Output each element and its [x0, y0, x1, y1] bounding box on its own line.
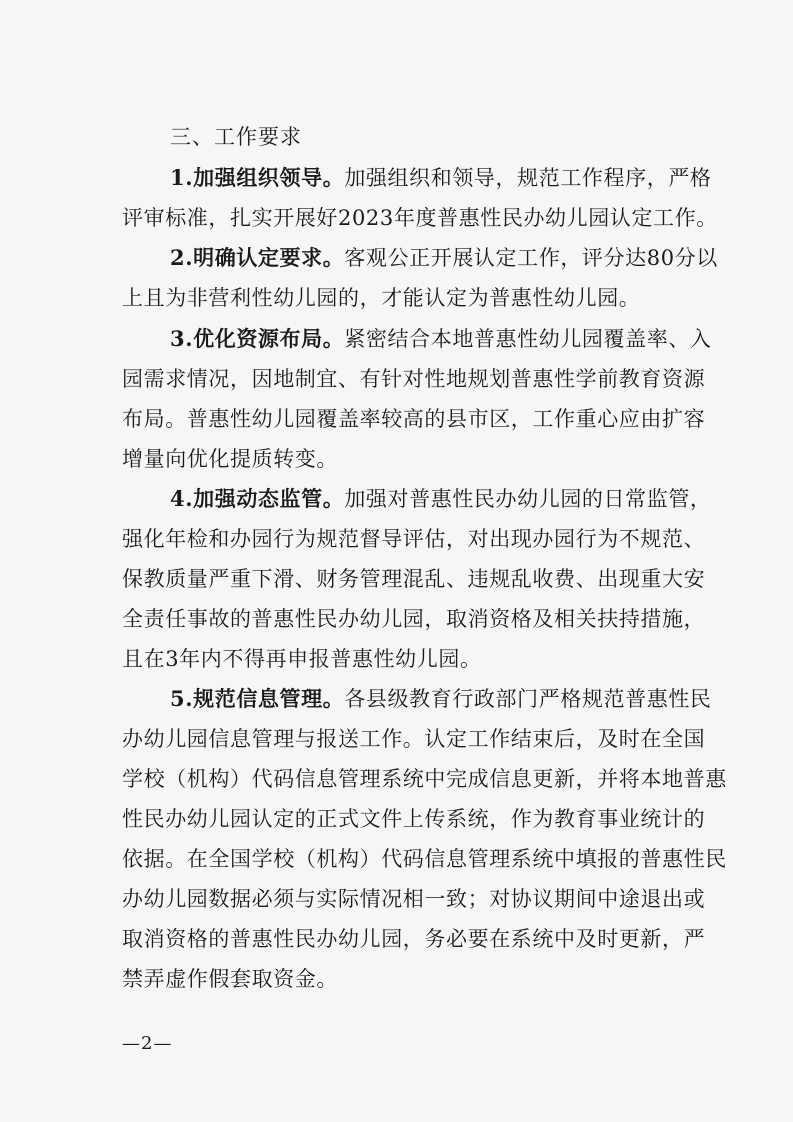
paragraph-4-line-4: 全责任事故的普惠性民办幼儿园，取消资格及相关扶持措施，: [122, 607, 706, 631]
paragraph-2-line-1: [170, 243, 793, 273]
paragraph-5-line-1: [170, 684, 793, 714]
paragraph-3-line-1: [170, 324, 793, 354]
paragraph-5-line-3: 学校（机构）代码信息管理系统中完成信息更新，并将本地普惠: [122, 767, 727, 791]
paragraph-3-line-4: 增量向优化提质转变。: [122, 447, 338, 471]
paragraph-5-line-8: 禁弄虚作假套取资金。: [122, 967, 338, 991]
section-heading: 三、工作要求: [170, 125, 302, 149]
paragraph-2-line-2: 上且为非营利性幼儿园的，才能认定为普惠性幼儿园。: [122, 286, 641, 310]
paragraph-5-line-5: 依据。在全国学校（机构）代码信息管理系统中填报的普惠性民: [122, 847, 727, 871]
paragraph-5-text: 各县级教育行政部门严格规范普惠性民: [344, 687, 712, 711]
paragraph-4-line-3: 保教质量严重下滑、财务管理混乱、违规乱收费、出现重大安: [122, 567, 706, 591]
paragraph-5-line-2: 办幼儿园信息管理与报送工作。认定工作结束后，及时在全国: [122, 727, 706, 751]
paragraph-2-title: 2.明确认定要求。: [170, 245, 345, 270]
paragraph-1-line-1: [170, 163, 793, 193]
paragraph-4-line-5: 且在3年内不得再申报普惠性幼儿园。: [122, 647, 482, 671]
paragraph-5-line-7: 取消资格的普惠性民办幼儿园，务必要在系统中及时更新，严: [122, 927, 706, 951]
paragraph-3-text: 紧密结合本地普惠性幼儿园覆盖率、入: [344, 327, 712, 351]
paragraph-5-line-6: 办幼儿园数据必须与实际情况相一致；对协议期间中途退出或: [122, 887, 706, 911]
paragraph-1-title: 1.加强组织领导。: [170, 165, 345, 190]
paragraph-1-text: 加强组织和领导，规范工作程序，严格: [344, 166, 712, 190]
paragraph-5-title: 5.规范信息管理。: [170, 686, 345, 711]
paragraph-4-line-2: 强化年检和办园行为规范督导评估，对出现办园行为不规范、: [122, 527, 706, 551]
page-number: —2—: [122, 1033, 173, 1054]
paragraph-3-line-3: 布局。普惠性幼儿园覆盖率较高的县市区，工作重心应由扩容: [122, 407, 706, 431]
paragraph-3-title: 3.优化资源布局。: [170, 326, 345, 351]
paragraph-4-text: 加强对普惠性民办幼儿园的日常监管，: [344, 487, 712, 511]
paragraph-4-line-1: [170, 484, 793, 514]
paragraph-5-line-4: 性民办幼儿园认定的正式文件上传系统，作为教育事业统计的: [122, 807, 706, 831]
paragraph-4-title: 4.加强动态监管。: [170, 486, 345, 511]
paragraph-3-line-2: 园需求情况，因地制宜、有针对性地规划普惠性学前教育资源: [122, 367, 706, 391]
paragraph-1-line-2: 评审标准，扎实开展好2023年度普惠性民办幼儿园认定工作。: [122, 206, 718, 230]
paragraph-2-text: 客观公正开展认定工作，评分达80分以: [344, 246, 718, 270]
